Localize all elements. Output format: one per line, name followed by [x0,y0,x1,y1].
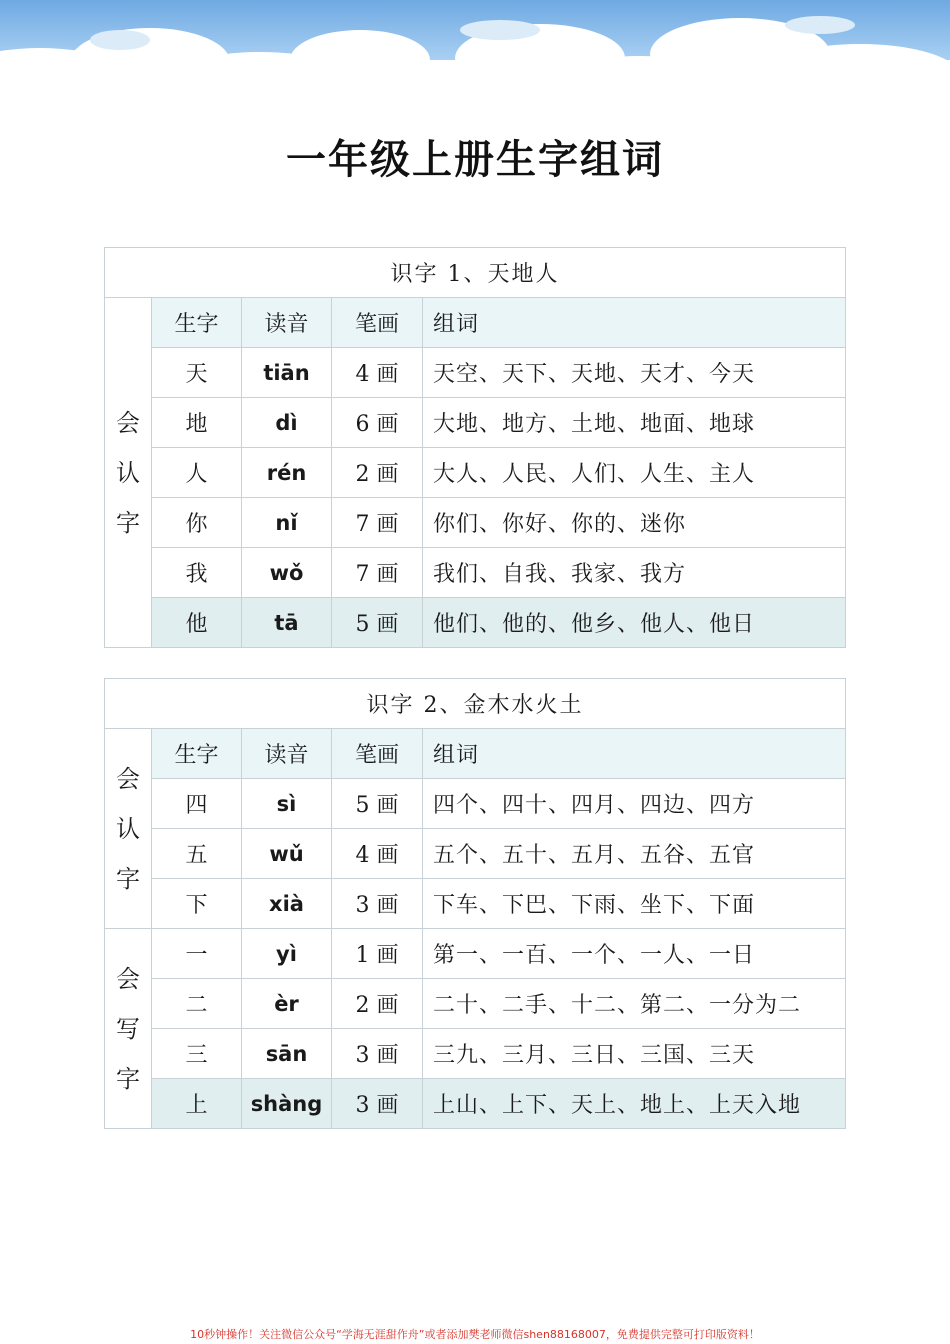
table-row [105,979,846,1029]
words-cell: 我们、自我、我家、我方 [423,548,846,598]
char-cell: 四 [152,779,242,829]
char-cell: 下 [152,879,242,929]
words-cell: 第一、一百、一个、一人、一日 [423,929,846,979]
strokes-cell: 7 画 [332,498,423,548]
pinyin-cell: yì [242,929,332,979]
table-row [105,498,846,548]
pinyin-cell: tā [242,598,332,648]
strokes-cell: 5 画 [332,779,423,829]
char-cell: 二 [152,979,242,1029]
pinyin-cell: tiān [242,348,332,398]
table-row [105,879,846,929]
words-cell: 天空、天下、天地、天才、今天 [423,348,846,398]
header-words: 组词 [423,298,846,348]
lesson1-header-row [105,298,846,348]
words-cell: 四个、四十、四月、四边、四方 [423,779,846,829]
strokes-cell: 3 画 [332,879,423,929]
table-row [105,1029,846,1079]
words-cell: 二十、二手、十二、第二、一分为二 [423,979,846,1029]
strokes-cell: 6 画 [332,398,423,448]
words-cell: 他们、他的、他乡、他人、他日 [423,598,846,648]
header-strokes: 笔画 [332,298,423,348]
lesson2-write-group-label: 会写字 [105,929,152,1129]
char-cell: 他 [152,598,242,648]
words-cell: 大地、地方、土地、地面、地球 [423,398,846,448]
header-char: 生字 [152,729,242,779]
strokes-cell: 3 画 [332,1029,423,1079]
pinyin-cell: wǔ [242,829,332,879]
header-words: 组词 [423,729,846,779]
header-strokes: 笔画 [332,729,423,779]
char-cell: 五 [152,829,242,879]
char-cell: 地 [152,398,242,448]
char-cell: 我 [152,548,242,598]
header-pinyin: 读音 [242,298,332,348]
strokes-cell: 2 画 [332,448,423,498]
lesson1-table [104,247,846,648]
table-row [105,398,846,448]
strokes-cell: 4 画 [332,348,423,398]
strokes-cell: 1 画 [332,929,423,979]
pinyin-cell: rén [242,448,332,498]
pinyin-cell: nǐ [242,498,332,548]
strokes-cell: 3 画 [332,1079,423,1129]
char-cell: 三 [152,1029,242,1079]
table-row-highlighted [105,1079,846,1129]
char-cell: 你 [152,498,242,548]
words-cell: 上山、上下、天上、地上、上天入地 [423,1079,846,1129]
cloud-banner [0,0,950,110]
pinyin-cell: dì [242,398,332,448]
promo-footer: 10秒钟操作！关注微信公众号“学海无涯甜作舟”或者添加樊老师微信shen88168007，免费提供完整可打印版资料！ [190,1328,760,1341]
pinyin-cell: wǒ [242,548,332,598]
strokes-cell: 5 画 [332,598,423,648]
strokes-cell: 7 画 [332,548,423,598]
words-cell: 大人、人民、人们、人生、主人 [423,448,846,498]
pinyin-cell: sān [242,1029,332,1079]
table-row [105,829,846,879]
lesson1-caption: 识字 1、天地人 [105,248,846,298]
words-cell: 三九、三月、三日、三国、三天 [423,1029,846,1079]
page-title: 一年级上册生字组词 [286,137,664,183]
table-row [105,348,846,398]
table-row [105,448,846,498]
lesson2-table [104,678,846,1129]
char-cell: 天 [152,348,242,398]
table-row-highlighted [105,598,846,648]
strokes-cell: 4 画 [332,829,423,879]
words-cell: 五个、五十、五月、五谷、五官 [423,829,846,879]
pinyin-cell: èr [242,979,332,1029]
pinyin-cell: xià [242,879,332,929]
char-cell: 一 [152,929,242,979]
lesson2-read-group-label: 会认字 [105,729,152,929]
strokes-cell: 2 画 [332,979,423,1029]
pinyin-cell: sì [242,779,332,829]
char-cell: 上 [152,1079,242,1129]
header-pinyin: 读音 [242,729,332,779]
table-row [105,779,846,829]
words-cell: 下车、下巴、下雨、坐下、下面 [423,879,846,929]
table-row [105,929,846,979]
lesson1-group-label: 会认字 [105,298,152,648]
char-cell: 人 [152,448,242,498]
header-char: 生字 [152,298,242,348]
table-row [105,548,846,598]
lesson2-caption: 识字 2、金木水火土 [105,679,846,729]
pinyin-cell: shàng [242,1079,332,1129]
lesson2-header-row [105,729,846,779]
words-cell: 你们、你好、你的、迷你 [423,498,846,548]
